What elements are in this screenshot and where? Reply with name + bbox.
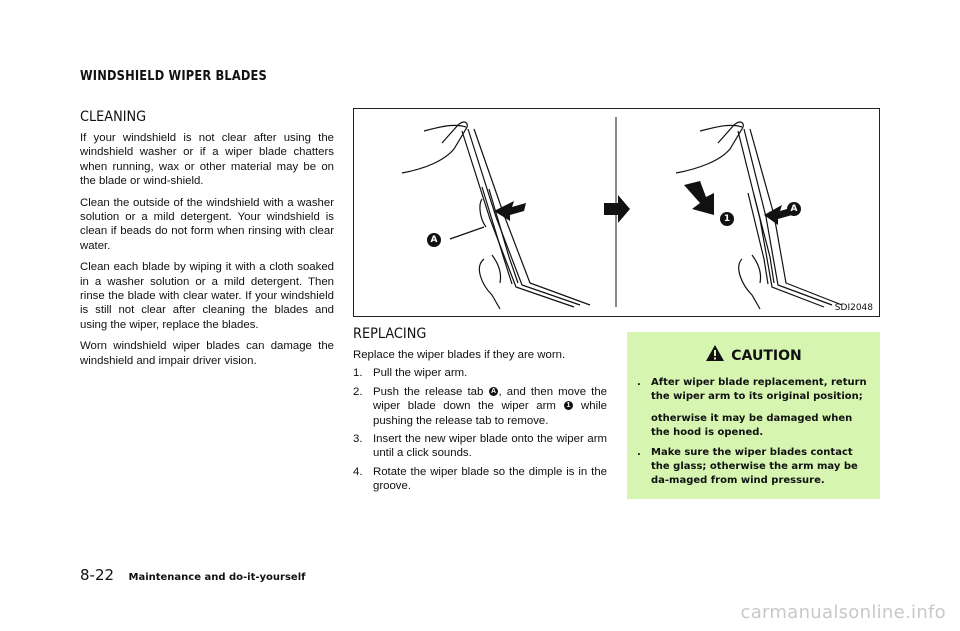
marker-a-icon: A <box>490 387 497 395</box>
marker-1-icon: 1 <box>563 400 573 410</box>
step-number: 3. <box>353 433 363 446</box>
cleaning-paragraph: Worn windshield wiper blades can damage the windshield and impair driver vision. <box>80 340 334 367</box>
page-number: 8-22 <box>80 566 115 584</box>
step-item <box>353 385 607 428</box>
step-number: 2. <box>353 385 363 398</box>
step-text: Push the release tab <box>373 385 484 398</box>
cleaning-paragraph: Clean the outside of the windshield with a washer solution or a mild detergent. Your windshield is clean if beads do not form when rinsing with clear water. <box>80 196 334 252</box>
replacing-steps <box>353 366 607 493</box>
caution-list <box>637 376 873 494</box>
caution-text: After wiper blade replacement, return the wiper arm to its original position; <box>651 377 867 402</box>
caution-box <box>627 332 880 499</box>
cleaning-title: CLEANING <box>80 109 147 125</box>
watermark: carmanualsonline.info <box>740 602 946 623</box>
release-arrow-icon <box>494 201 526 221</box>
arrow-right-icon <box>604 195 630 223</box>
step-text: Insert the new wiper blade onto the wiper arm until a click sounds. <box>373 433 607 460</box>
figure-label-a-right: A <box>790 204 798 214</box>
step-number: 4. <box>353 465 363 478</box>
bullet: . <box>637 447 641 458</box>
step-item <box>353 366 607 380</box>
step-text: , and then move the wiper blade down the wiper arm <box>373 385 607 413</box>
step-text: Rotate the wiper blade so the dimple is in the groove. <box>373 465 607 493</box>
replacing-section <box>353 325 607 498</box>
warning-icon <box>705 344 725 366</box>
caution-title: CAUTION <box>731 348 802 364</box>
cleaning-paragraph: If your windshield is not clear after using the windshield washer or if a wiper blade chatters when running, wax or other material may be on the blade or wind-shield. <box>80 132 334 188</box>
cleaning-section <box>80 108 334 375</box>
figure-code: SDI2048 <box>834 303 873 313</box>
step-number: 1. <box>353 367 363 380</box>
footer-section: Maintenance and do-it-yourself <box>128 572 306 583</box>
figure-label-1: 1 <box>723 214 731 224</box>
step-text: while pushing the release tab to remove. <box>373 400 607 427</box>
caution-heading <box>627 344 880 366</box>
down-arrow-icon <box>684 181 714 215</box>
section-header: WINDSHIELD WIPER BLADES <box>80 69 267 84</box>
caution-item <box>637 376 873 440</box>
caution-text: Make sure the wiper blades contact the glass; otherwise the arm may be da-maged from wind pressure. <box>651 447 858 486</box>
replacing-title: REPLACING <box>353 326 427 342</box>
step-text: Pull the wiper arm. <box>373 367 468 380</box>
step-item <box>353 432 607 461</box>
cleaning-paragraph: Clean each blade by wiping it with a cloth soaked in a washer solution or a mild detergent. Then rinse the blade with clear water. If your windshield is still not clear after cleaning the blades and using the wiper, replace the blades. <box>80 261 334 331</box>
wiper-illustration <box>353 108 880 317</box>
figure-label-a: A <box>430 235 438 245</box>
bullet: . <box>637 377 641 388</box>
caution-item <box>637 446 873 488</box>
page-footer <box>80 566 305 585</box>
step-item <box>353 465 607 494</box>
replacing-intro: Replace the wiper blades if they are worn. <box>353 349 566 361</box>
wiper-drawing <box>354 109 879 316</box>
caution-text-cont: otherwise it may be damaged when the hood is opened. <box>651 413 853 438</box>
